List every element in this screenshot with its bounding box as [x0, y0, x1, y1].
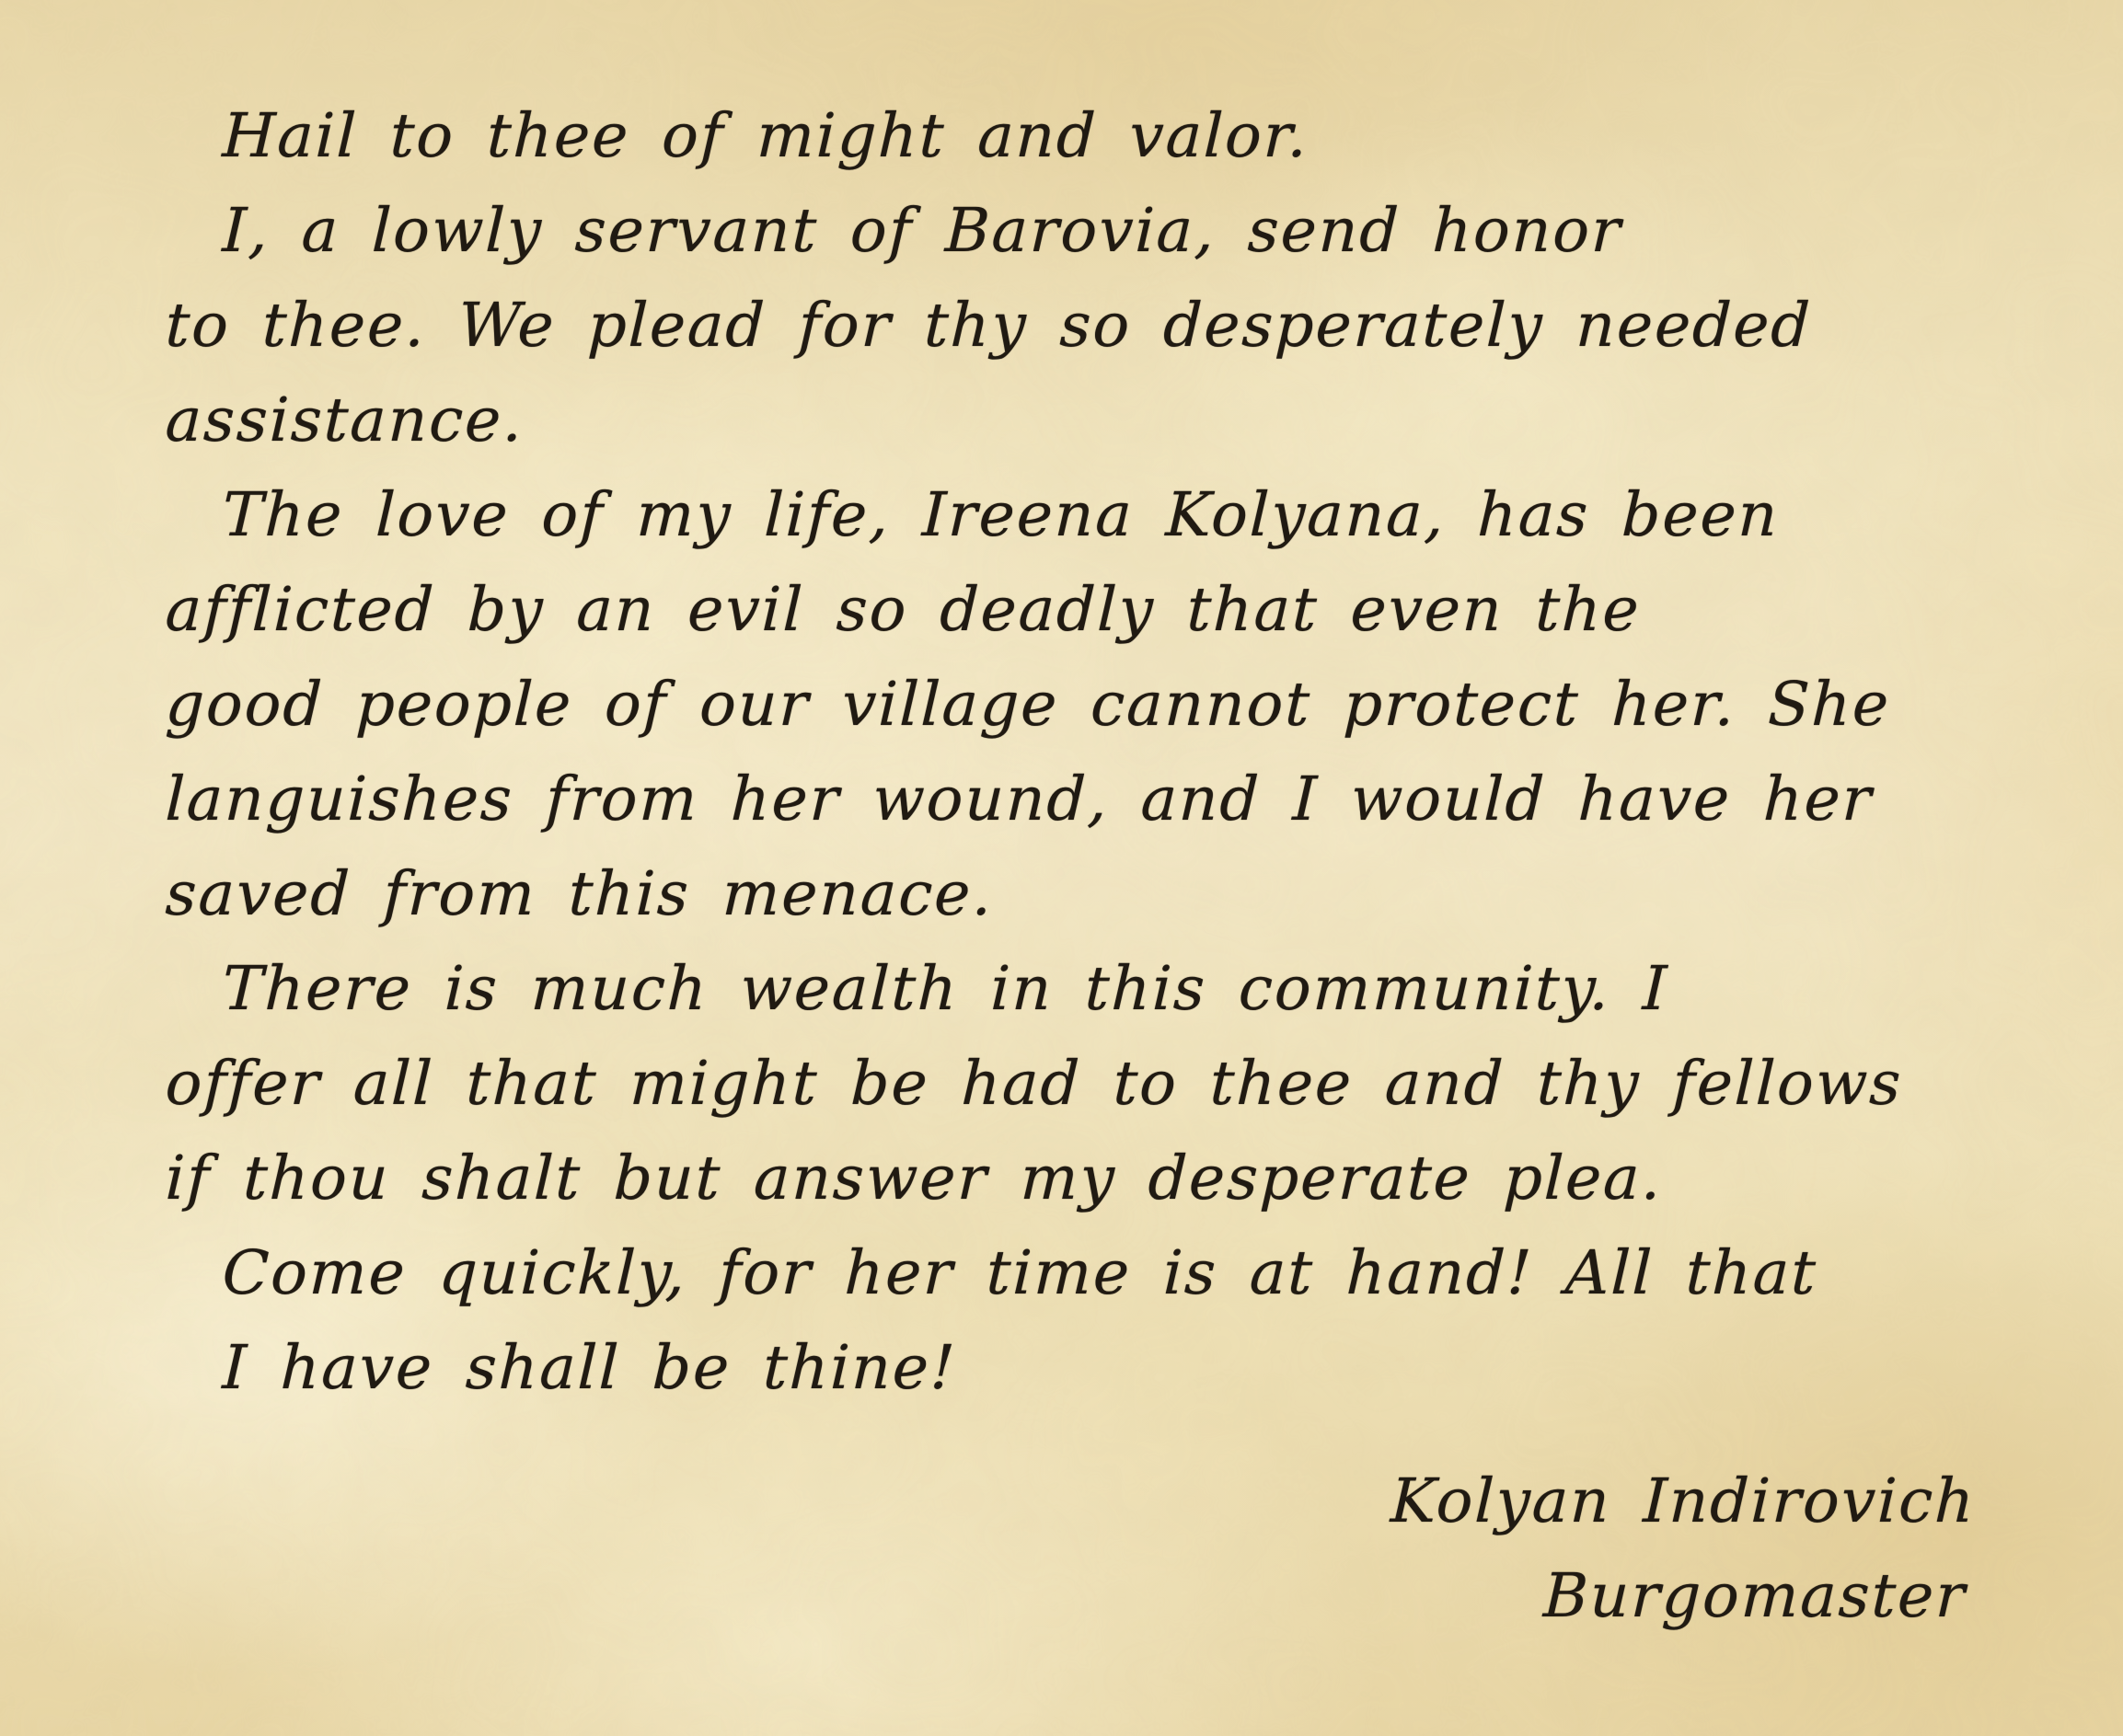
letter-line: offer all that might be had to thee and thy fellows — [164, 1048, 1904, 1119]
letter-line: The love of my life, Ireena Kolyana, has been — [221, 479, 1781, 550]
letter-line: languishes from her wound, and I would have her — [164, 764, 1875, 834]
letter-line: Hail to thee of might and valor. — [221, 100, 1310, 171]
letter-line: assistance. — [164, 385, 525, 455]
letter-line: saved from this menace. — [164, 858, 995, 929]
letter-line: I have shall be thine! — [221, 1332, 958, 1403]
signature-title: Burgomaster — [1541, 1560, 1968, 1631]
letter-line: good people of our village cannot protect her. She — [164, 669, 1892, 740]
letter-line: Come quickly, for her time is at hand! All that — [221, 1237, 1819, 1308]
signature-block — [164, 1454, 2013, 1643]
letter-line: There is much wealth in this community. I — [221, 953, 1670, 1024]
letter-line: if thou shalt but answer my desperate plea. — [164, 1143, 1664, 1213]
letter-line: afflicted by an evil so deadly that even the — [164, 574, 1642, 645]
letter-body — [164, 88, 2013, 1643]
signature-name: Kolyan Indirovich — [1389, 1466, 1978, 1536]
letter-line: I, a lowly servant of Barovia, send honor — [221, 195, 1624, 266]
letter-line: to thee. We plead for thy so desperately needed — [164, 290, 1814, 361]
